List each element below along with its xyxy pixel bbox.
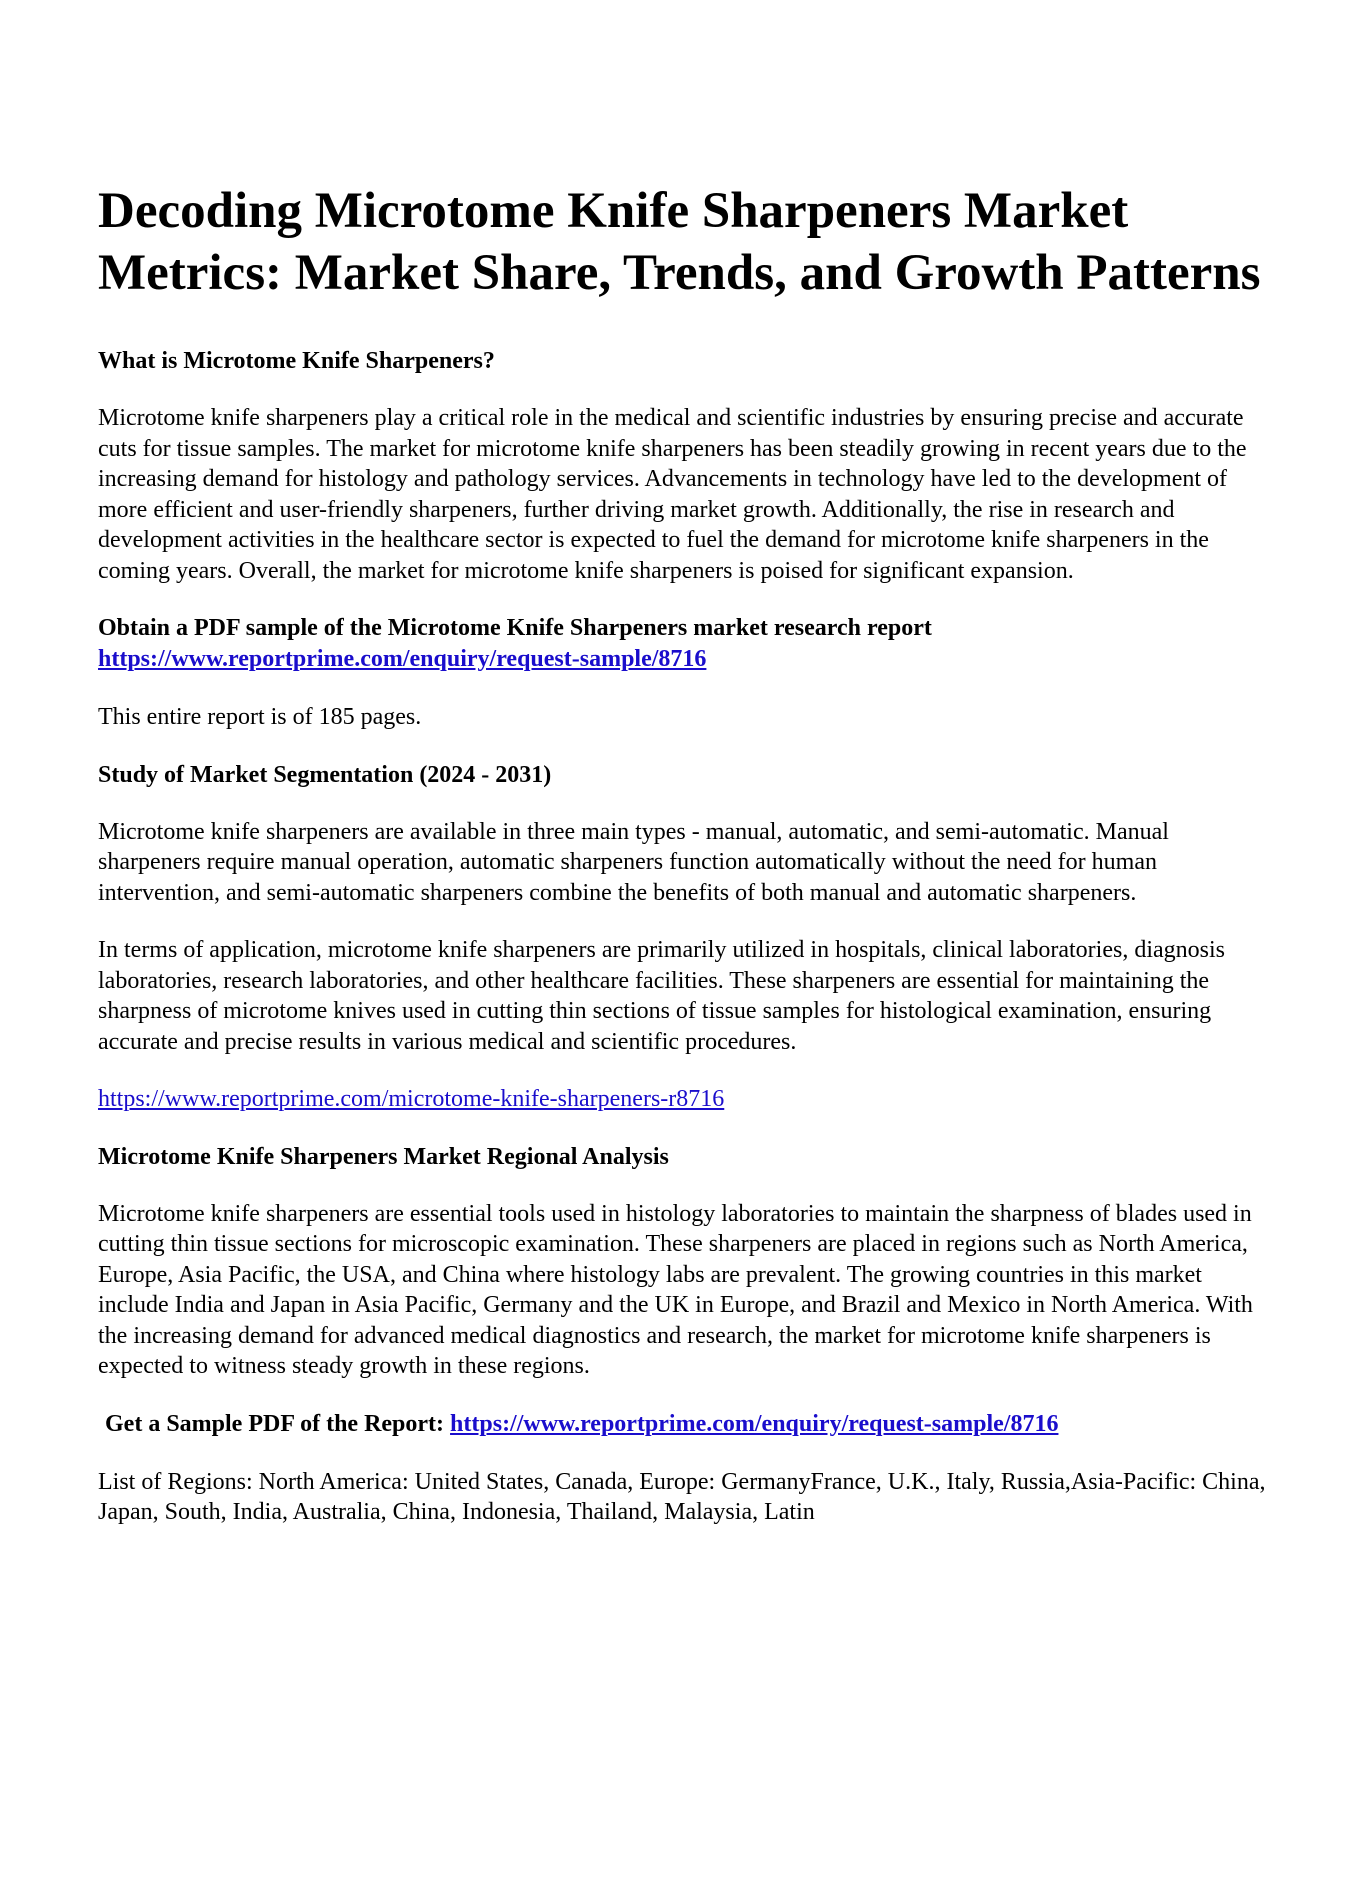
pages-note: This entire report is of 185 pages. xyxy=(98,704,422,730)
paragraph-applications: In terms of application, microtome knife sharpeners are primarily utilized in hospitals, clinical laboratories, diagnosis laboratories, research laboratories, and other healthcare facilities. These sharpeners are essential for maintaining the sharpness of microtome knives used in cutting thin sections of tissue samples for histological examination, ensuring accurate and precise results in various medical and scientific procedures. xyxy=(98,937,1226,1055)
paragraph-types: Microtome knife sharpeners are available in three main types - manual, automatic, and semi-automatic. Manual sharpeners require manual operation, automatic sharpeners function automatically without the need for human intervention, and semi-automatic sharpeners combine the benefits of both manual and automatic sharpeners. xyxy=(98,818,1169,906)
document-page xyxy=(98,180,1268,1555)
report-link-line xyxy=(98,1084,1268,1115)
paragraph-regional: Microtome knife sharpeners are essential tools used in histology laboratories to maintain the sharpness of blades used in cutting thin tissue sections for microscopic examination. These sharpeners are placed in regions such as North America, Europe, Asia Pacific, the USA, and China where histology labs are prevalent. The growing countries in this market include India and Japan in Asia Pacific, Germany and the UK in Europe, and Brazil and Mexico in North America. With the increasing demand for advanced medical diagnostics and research, the market for microtome knife sharpeners is expected to witness steady growth in these regions. xyxy=(98,1200,1253,1379)
page-title: Decoding Microtome Knife Sharpeners Market Metrics: Market Share, Trends, and Growth Patterns xyxy=(98,183,1261,301)
sample-request-text: Obtain a PDF sample of the Microtome Knife Sharpeners market research report xyxy=(98,615,932,641)
section-heading-what-is: What is Microtome Knife Sharpeners? xyxy=(98,348,495,374)
sample-request-link[interactable]: https://www.reportprime.com/enquiry/request-sample/8716 xyxy=(98,646,707,672)
sample-pdf-line xyxy=(98,1409,1268,1440)
sample-request-line xyxy=(98,613,1268,675)
section-heading-regional: Microtome Knife Sharpeners Market Regional Analysis xyxy=(98,1143,669,1170)
sample-pdf-text: Get a Sample PDF of the Report: xyxy=(105,1410,451,1437)
section-heading-segmentation: Study of Market Segmentation (2024 - 2031) xyxy=(98,761,552,788)
regions-list: List of Regions: North America: United States, Canada, Europe: GermanyFrance, U.K., Italy, Russia,Asia-Pacific: China, Japan, South, India, Australia, China, Indonesia, Thailand, Malaysia, Latin xyxy=(98,1468,1266,1525)
report-link[interactable]: https://www.reportprime.com/microtome-knife-sharpeners-r8716 xyxy=(98,1086,725,1112)
paragraph-overview: Microtome knife sharpeners play a critical role in the medical and scientific industries by ensuring precise and accurate cuts for tissue samples. The market for microtome knife sharpeners has been steadily growing in recent years due to the increasing demand for histology and pathology services. Advancements in technology have led to the development of more efficient and user-friendly sharpeners, further driving market growth. Additionally, the rise in research and development activities in the healthcare sector is expected to fuel the demand for microtome knife sharpeners in the coming years. Overall, the market for microtome knife sharpeners is poised for significant expansion. xyxy=(98,405,1247,584)
sample-pdf-link[interactable]: https://www.reportprime.com/enquiry/request-sample/8716 xyxy=(450,1410,1059,1437)
